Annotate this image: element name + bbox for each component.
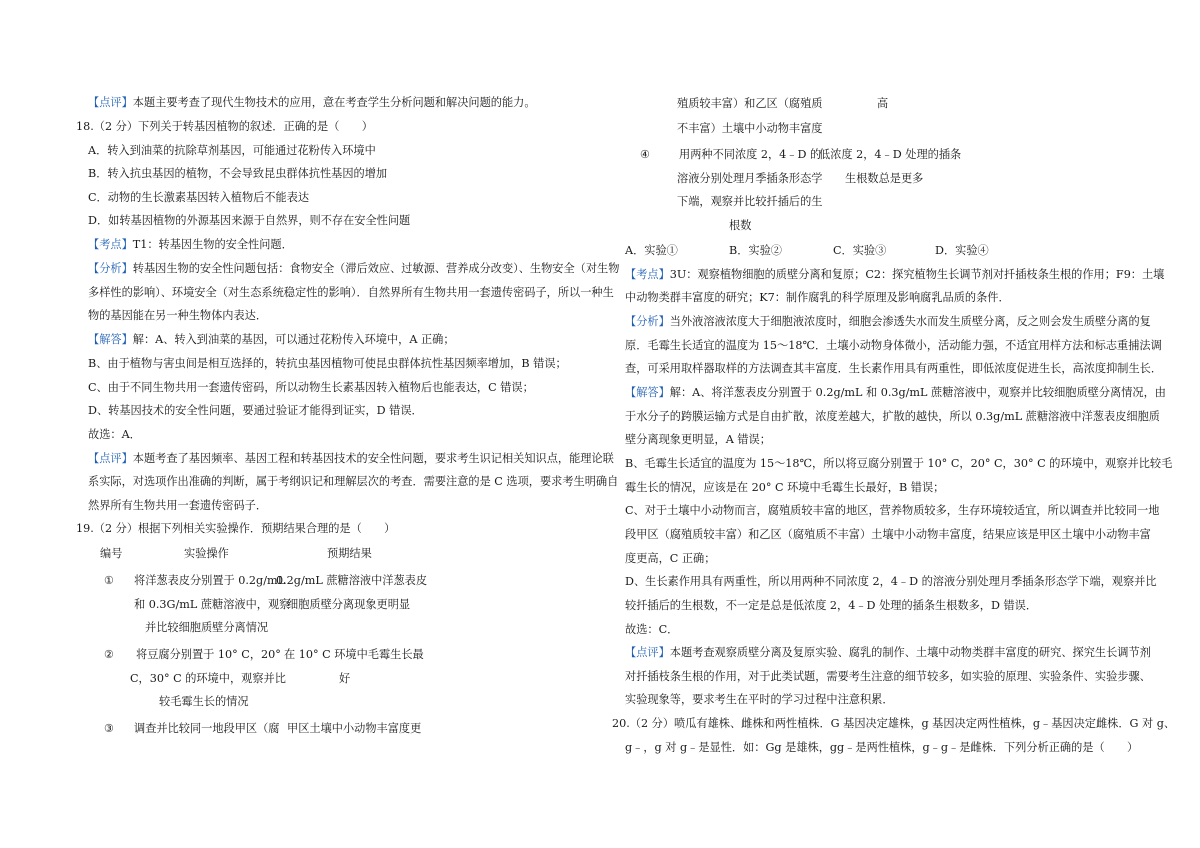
jieda-tag: 【解答】	[625, 386, 670, 399]
q17-comment: 【点评】本题主要考查了现代生物技术的应用，意在考查学生分析问题和解决问题的能力。	[88, 96, 536, 109]
row-4-result-1: 低浓度 2，4﹣D 处理的插条	[819, 148, 962, 161]
row-2-result-1: 在 10° C 环境中毛霉生长最	[284, 648, 424, 661]
q19-kaodian-line-2: 中动物类群丰富度的研究；K7：制作腐乳的科学原理及影响腐乳品质的条件．	[625, 291, 1010, 304]
comment-tag: 【点评】	[88, 96, 133, 109]
q19-jieda-line-5: 霉生长的情况，应该是在 20° C 环境中毛霉生长最好，B 错误；	[625, 481, 945, 494]
q19-option-b: B．实验②	[729, 244, 782, 257]
fenxi-tag: 【分析】	[625, 315, 670, 328]
row-4-number: ④	[640, 148, 651, 161]
row-2-operation-3: 较毛霉生长的情况	[159, 695, 249, 708]
kaodian-tag: 【考点】	[625, 268, 670, 281]
row-4-operation-2: 溶液分别处理月季插条形态学	[677, 172, 823, 185]
q20-line-1: 20.（2 分）喷瓜有雄株、雌株和两性植株．G 基因决定雄株，g 基因决定两性植株，g﹣基因决定雌株．G 对 g、	[612, 717, 1176, 730]
q18-fenxi-line-3: 物的基因能在另一种生物体内表达．	[88, 309, 268, 322]
q19-jieda-line-9: D、生长素作用具有两重性，所以用两种不同浓度 2，4﹣D 的溶液分别处理月季插条形态学下端，观察并比	[625, 575, 1157, 588]
kaodian-tag: 【考点】	[88, 238, 133, 251]
jieda-tag: 【解答】	[88, 333, 133, 346]
q18-comment-line-3: 然界所有生物共用一套遗传密码子．	[88, 499, 268, 512]
q18-jieda-line-1: 【解答】解：A、转入到油菜的基因，可以通过花粉传入环境中，A 正确；	[88, 333, 455, 346]
row-2-operation-1: 将豆腐分别置于 10° C，20°	[136, 648, 281, 661]
table-header-result: 预期结果	[327, 547, 372, 560]
q18-answer: 故选：A．	[88, 428, 141, 441]
q19-jieda-line-4: B、毛霉生长适宜的温度为 15～18℃，所以将豆腐分别置于 10° C，20° C，30° C 的环境中，观察并比较毛	[625, 457, 1173, 470]
row-3-result-1: 甲区土壤中小动物丰富度更	[287, 722, 422, 735]
q19-comment-line-2: 对扦插枝条生根的作用，对于此类试题，需要考生注意的细节较多，如实验的原理、实验条件、实验步骤、	[625, 670, 1151, 683]
row-2-number: ②	[104, 648, 115, 661]
row-4-operation-4: 根数	[729, 219, 752, 232]
q18-option-a: A．转入到油菜的抗除草剂基因，可能通过花粉传入环境中	[88, 144, 376, 157]
row-3-result-2: 高	[877, 97, 889, 110]
row-3-operation-3: 不丰富）土壤中小动物丰富度	[677, 122, 823, 135]
q18-option-b: B．转入抗虫基因的植物，不会导致昆虫群体抗性基因的增加	[88, 167, 388, 180]
q18-jieda-line-2: B、由于植物与害虫间是相互选择的，转抗虫基因植物可使昆虫群体抗性基因频率增加，B 错误；	[88, 357, 567, 370]
q18-jieda-line-4: D、转基因技术的安全性问题，要通过验证才能得到证实，D 错误．	[88, 404, 423, 417]
row-3-operation-2: 殖质较丰富）和乙区（腐殖质	[677, 97, 823, 110]
q18-fenxi-line-2: 多样性的影响）、环境安全（对生态系统稳定性的影响）．自然界所有生物共用一套遗传密码子，所以一种生	[88, 286, 614, 299]
q19-jieda-line-1: 【解答】解：A、将洋葱表皮分别置于 0.2g/mL 和 0.3g/mL 蔗糖溶液中，观察并比较细胞质壁分离情况，由	[625, 386, 1166, 399]
q19-fenxi-line-3: 查，可采用取样器取样的方法调查其丰富度．生长素作用具有两重性，即低浓度促进生长，高浓度抑制生长．	[625, 362, 1163, 375]
row-1-operation-2: 和 0.3G/mL 蔗糖溶液中，观察	[134, 598, 291, 611]
q19-fenxi-line-2: 原．毛霉生长适宜的温度为 15～18℃．土壤小动物身体微小，活动能力强，不适宜用样方法和标志重捕法调	[625, 339, 1162, 352]
q19-option-a: A．实验①	[625, 244, 678, 257]
q19-option-d: D．实验④	[935, 244, 989, 257]
row-1-operation-3: 并比较细胞质壁分离情况	[145, 621, 269, 634]
q19-jieda-line-2: 于水分子的跨膜运输方式是自由扩散，浓度差越大，扩散的越快，所以 0.3g/mL 蔗糖溶液中洋葱表皮细胞质	[625, 410, 1160, 423]
q19-title: 19.（2 分）根据下列相关实验操作．预期结果合理的是（ ）	[76, 522, 396, 535]
table-header-operation: 实验操作	[184, 547, 229, 560]
q18-option-c: C．动物的生长激素基因转入植物后不能表达	[88, 191, 310, 204]
q19-jieda-line-7: 段甲区（腐殖质较丰富）和乙区（腐殖质不丰富）土壤中小动物丰富度，结果应该是甲区土壤中小动物丰富	[625, 528, 1151, 541]
row-1-result-1: 0.2g/mL 蔗糖溶液中洋葱表皮	[276, 574, 428, 587]
row-2-operation-2: C，30° C 的环境中，观察并比	[130, 672, 286, 685]
row-3-number: ③	[104, 722, 115, 735]
q18-comment-line-2: 系实际，对选项作出准确的判断，属于考纲识记和理解层次的考查．需要注意的是 C 选项，要求考生明确自	[88, 475, 619, 488]
row-1-operation-1: 将洋葱表皮分别置于 0.2g/mL	[134, 574, 286, 587]
q18-option-d: D．如转基因植物的外源基因来源于自然界，则不存在安全性问题	[88, 214, 411, 227]
row-4-operation-1: 用两种不同浓度 2，4﹣D 的	[679, 148, 822, 161]
row-1-result-2: 细胞质壁分离现象更明显	[287, 598, 411, 611]
comment-tag: 【点评】	[88, 452, 133, 465]
table-header-number: 编号	[100, 547, 123, 560]
q18-kaodian: 【考点】T1：转基因生物的安全性问题．	[88, 238, 293, 251]
q18-fenxi-line-1: 【分析】转基因生物的安全性问题包括：食物安全（滞后效应、过敏源、营养成分改变）、生物安全（对生物	[88, 262, 620, 275]
row-3-operation-1: 调查并比较同一地段甲区（腐	[134, 722, 280, 735]
q18-title: 18.（2 分）下列关于转基因植物的叙述．正确的是（ ）	[76, 120, 373, 133]
comment-tag: 【点评】	[625, 646, 670, 659]
q19-jieda-line-10: 较扦插后的生根数，不一定是总是低浓度 2，4﹣D 处理的插条生根数多，D 错误．	[625, 599, 1038, 612]
q19-fenxi-line-1: 【分析】当外液溶液浓度大于细胞液浓度时，细胞会渗透失水而发生质壁分离，反之则会发生质壁分离的复	[625, 315, 1151, 328]
row-4-operation-3: 下端，观察并比较扦插后的生	[677, 195, 823, 208]
q19-answer: 故选：C．	[625, 623, 679, 636]
q19-option-c: C．实验③	[833, 244, 887, 257]
q19-kaodian-line-1: 【考点】3U：观察植物细胞的质壁分离和复原；C2：探究植物生长调节剂对扦插枝条生根的作用；F9：土壤	[625, 268, 1165, 281]
q19-comment-line-3: 实验现象等，要求考生在平时的学习过程中注意积累．	[625, 693, 894, 706]
q20-line-2: g﹣，g 对 g﹣是显性．如：Gg 是雄株，gg﹣是两性植株，g﹣g﹣是雌株．下列分析正确的是（ ）	[625, 741, 1139, 754]
q18-comment-line-1: 【点评】本题考查了基因频率、基因工程和转基因技术的安全性问题，要求考生识记相关知识点，能理论联	[88, 452, 614, 465]
fenxi-tag: 【分析】	[88, 262, 133, 275]
q18-jieda-line-3: C、由于不同生物共用一套遗传密码，所以动物生长素基因转入植物后也能表达，C 错误；	[88, 381, 534, 394]
row-2-result-2: 好	[339, 672, 351, 685]
q19-comment-line-1: 【点评】本题考查观察质壁分离及复原实验、腐乳的制作、土壤中动物类群丰富度的研究、探究生长调节剂	[625, 646, 1151, 659]
row-1-number: ①	[104, 574, 115, 587]
q19-jieda-line-3: 壁分离现象更明显，A 错误；	[625, 433, 771, 446]
q19-jieda-line-8: 度更高，C 正确；	[625, 552, 716, 565]
row-4-result-2: 生根数总是更多	[845, 172, 924, 185]
q19-jieda-line-6: C、对于土壤中小动物而言，腐殖质较丰富的地区，营养物质较多，生存环境较适宜，所以调查并比较同一地	[625, 504, 1160, 517]
